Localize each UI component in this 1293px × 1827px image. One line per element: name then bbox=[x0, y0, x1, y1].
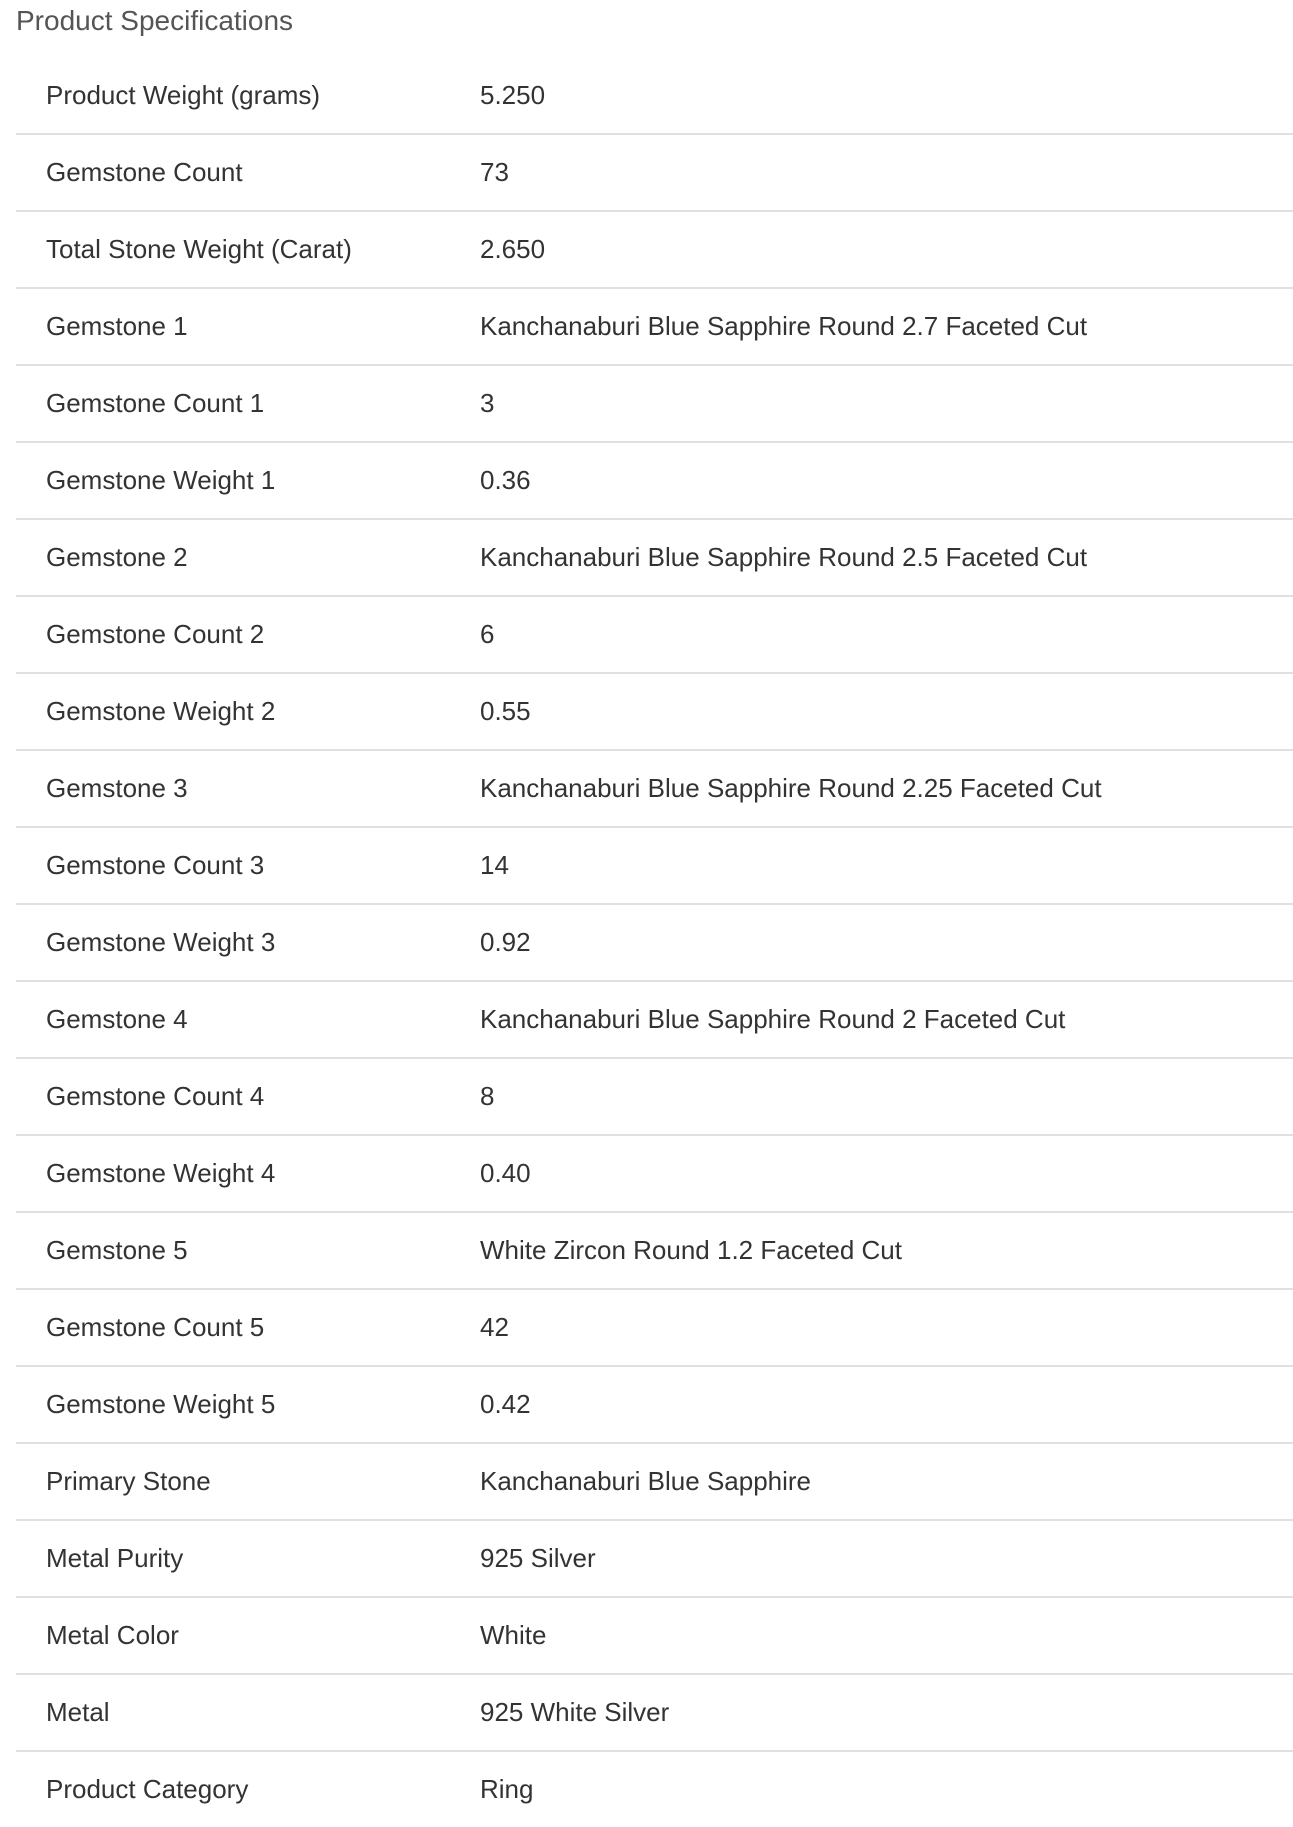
spec-label: Metal Purity bbox=[46, 1543, 184, 1573]
spec-label: Gemstone Weight 4 bbox=[46, 1158, 276, 1188]
spec-row-total-stone-weight bbox=[16, 212, 1293, 289]
spec-label: Gemstone 3 bbox=[46, 773, 188, 803]
spec-row-gemstone-weight-5 bbox=[16, 1367, 1293, 1444]
spec-row-gemstone-count bbox=[16, 135, 1293, 212]
spec-value: 14 bbox=[480, 850, 509, 880]
spec-value: 0.36 bbox=[480, 465, 531, 495]
spec-row-metal-purity bbox=[16, 1521, 1293, 1598]
spec-label: Metal bbox=[46, 1697, 110, 1727]
spec-value: 0.55 bbox=[480, 696, 531, 726]
spec-label: Gemstone 1 bbox=[46, 311, 188, 341]
spec-label: Gemstone 5 bbox=[46, 1235, 188, 1265]
spec-label: Gemstone Weight 2 bbox=[46, 696, 276, 726]
spec-label: Primary Stone bbox=[46, 1466, 211, 1496]
spec-value: Kanchanaburi Blue Sapphire Round 2.7 Faceted Cut bbox=[480, 311, 1088, 341]
spec-row-gemstone-count-1 bbox=[16, 366, 1293, 443]
spec-table bbox=[16, 58, 1293, 1827]
spec-row-gemstone-5 bbox=[16, 1213, 1293, 1290]
spec-label: Gemstone Count 5 bbox=[46, 1312, 265, 1342]
spec-row-gemstone-2 bbox=[16, 520, 1293, 597]
spec-row-product-weight bbox=[16, 58, 1293, 135]
spec-row-gemstone-4 bbox=[16, 982, 1293, 1059]
spec-label: Gemstone Weight 5 bbox=[46, 1389, 276, 1419]
spec-value: 0.40 bbox=[480, 1158, 531, 1188]
spec-label: Product Weight (grams) bbox=[46, 80, 321, 110]
spec-row-gemstone-count-4 bbox=[16, 1059, 1293, 1136]
spec-value: Ring bbox=[480, 1774, 534, 1804]
spec-label: Gemstone Count 1 bbox=[46, 388, 265, 418]
spec-value: 6 bbox=[480, 619, 495, 649]
spec-value: Kanchanaburi Blue Sapphire Round 2 Faceted Cut bbox=[480, 1004, 1066, 1034]
spec-label: Gemstone Weight 3 bbox=[46, 927, 276, 957]
spec-label: Gemstone Count 2 bbox=[46, 619, 265, 649]
spec-row-gemstone-weight-2 bbox=[16, 674, 1293, 751]
spec-value: Kanchanaburi Blue Sapphire bbox=[480, 1466, 812, 1496]
spec-row-gemstone-weight-4 bbox=[16, 1136, 1293, 1213]
spec-label: Gemstone Weight 1 bbox=[46, 465, 276, 495]
spec-row-gemstone-1 bbox=[16, 289, 1293, 366]
section-title: Product Specifications bbox=[16, 5, 294, 36]
spec-label: Metal Color bbox=[46, 1620, 179, 1650]
spec-value: 73 bbox=[480, 157, 509, 187]
spec-value: 0.92 bbox=[480, 927, 531, 957]
spec-row-product-category bbox=[16, 1752, 1293, 1827]
spec-label: Gemstone Count bbox=[46, 157, 243, 187]
spec-label: Gemstone 4 bbox=[46, 1004, 188, 1034]
spec-value: 5.250 bbox=[480, 80, 546, 110]
spec-row-metal bbox=[16, 1675, 1293, 1752]
spec-row-gemstone-3 bbox=[16, 751, 1293, 828]
spec-value: White bbox=[480, 1620, 547, 1650]
spec-value: 3 bbox=[480, 388, 495, 418]
spec-value: 925 Silver bbox=[480, 1543, 596, 1573]
spec-value: Kanchanaburi Blue Sapphire Round 2.5 Faceted Cut bbox=[480, 542, 1088, 572]
spec-value: 8 bbox=[480, 1081, 495, 1111]
spec-row-gemstone-count-2 bbox=[16, 597, 1293, 674]
spec-value: White Zircon Round 1.2 Faceted Cut bbox=[480, 1235, 902, 1265]
spec-label: Gemstone Count 3 bbox=[46, 850, 265, 880]
spec-label: Gemstone 2 bbox=[46, 542, 188, 572]
spec-value: 0.42 bbox=[480, 1389, 531, 1419]
spec-row-metal-color bbox=[16, 1598, 1293, 1675]
spec-row-gemstone-count-3 bbox=[16, 828, 1293, 905]
spec-row-gemstone-weight-3 bbox=[16, 905, 1293, 982]
spec-value: 2.650 bbox=[480, 234, 546, 264]
spec-label: Product Category bbox=[46, 1774, 249, 1804]
spec-value: Kanchanaburi Blue Sapphire Round 2.25 Faceted Cut bbox=[480, 773, 1102, 803]
spec-value: 42 bbox=[480, 1312, 509, 1342]
spec-row-gemstone-weight-1 bbox=[16, 443, 1293, 520]
spec-label: Total Stone Weight (Carat) bbox=[46, 234, 352, 264]
spec-row-gemstone-count-5 bbox=[16, 1290, 1293, 1367]
spec-value: 925 White Silver bbox=[480, 1697, 670, 1727]
spec-label: Gemstone Count 4 bbox=[46, 1081, 265, 1111]
spec-row-primary-stone bbox=[16, 1444, 1293, 1521]
